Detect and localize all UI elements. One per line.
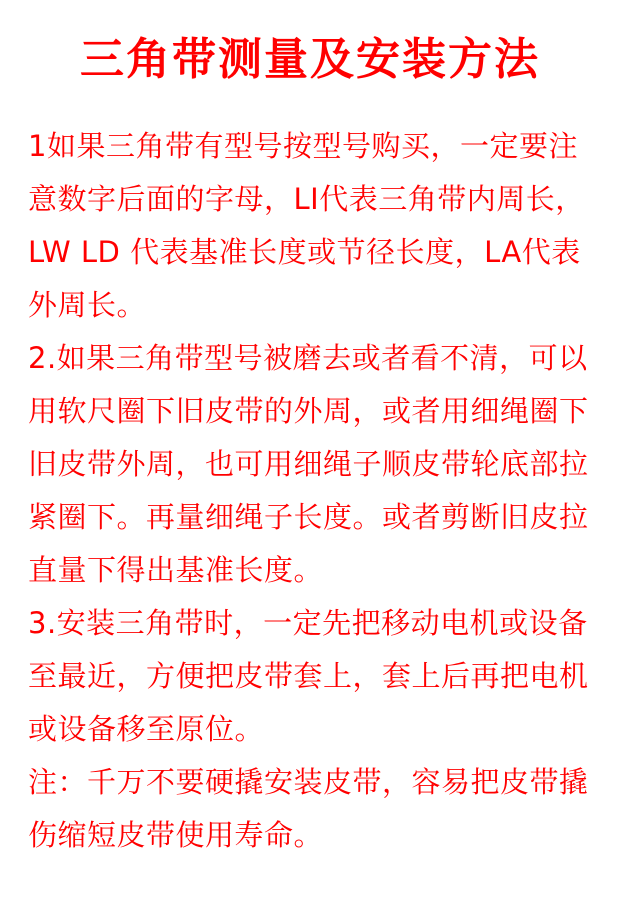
text-line-14: 伤缩短皮带使用寿命。 — [28, 818, 324, 852]
text-line-12: 或设备移至原位。 — [28, 712, 265, 746]
instructions-text — [28, 120, 608, 862]
text-line-2: 意数字后面的字母，LI代表三角带内周长， — [28, 182, 585, 216]
text-line-11: 至最近，方便把皮带套上，套上后再把电机 — [28, 659, 589, 693]
text-line-8: 紧圈下。再量细绳子长度。或者剪断旧皮拉 — [28, 500, 589, 534]
text-line-13: 注：千万不要硬撬安装皮带，容易把皮带撬 — [28, 765, 589, 799]
text-line-10: 3.安装三角带时，一定先把移动电机或设备 — [28, 606, 588, 640]
text-line-7: 旧皮带外周，也可用细绳子顺皮带轮底部拉 — [28, 447, 589, 481]
text-line-1: 1如果三角带有型号按型号购买，一定要注 — [28, 129, 578, 163]
page-title: 三角带测量及安装方法 — [80, 34, 540, 85]
text-line-3: LW LD 代表基准长度或节径长度，LA代表 — [28, 235, 581, 269]
text-line-5: 2.如果三角带型号被磨去或者看不清，可以 — [28, 341, 588, 375]
text-line-9: 直量下得出基准长度。 — [28, 553, 324, 587]
text-line-6: 用软尺圈下旧皮带的外周，或者用细绳圈下 — [28, 394, 589, 428]
text-line-4: 外周长。 — [28, 288, 147, 322]
